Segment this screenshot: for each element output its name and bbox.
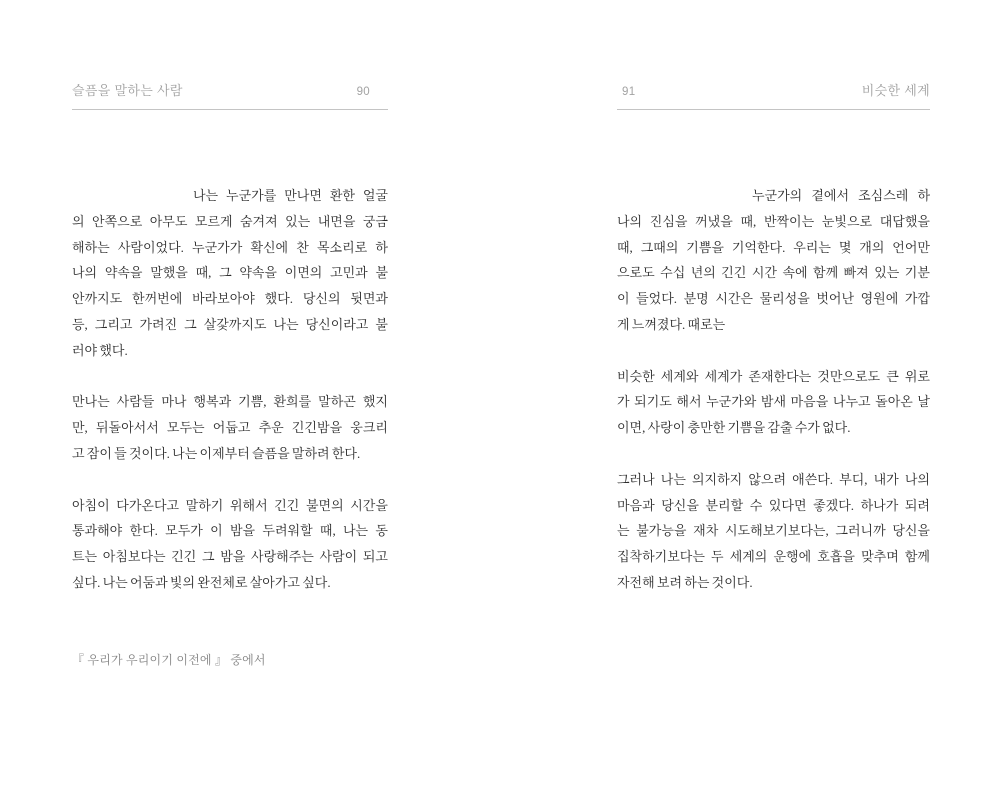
right-running-header xyxy=(617,80,930,99)
text-line: 만, 뒤돌아서서 모두는 어둡고 추운 긴긴밤을 웅크리 xyxy=(72,420,388,436)
text-line: 그러나 나는 의지하지 않으려 애쓴다. 부디, 내가 나의 xyxy=(617,471,930,487)
text-line: 으로도 수십 년의 긴긴 시간 속에 함께 빠져 있는 기분 xyxy=(617,265,930,281)
paragraph xyxy=(72,183,388,364)
paragraph xyxy=(72,389,388,466)
text-line: 싶다. 나는 어둠과 빛의 완전체로 살아가고 싶다. xyxy=(72,574,331,590)
text-line: 가 되기도 해서 누군가와 밤새 마음을 나누고 돌아온 날 xyxy=(617,394,930,410)
text-line: 나의 약속을 말했을 때, 그 약속을 이면의 고민과 불 xyxy=(72,265,388,281)
text-line: 이 들었다. 분명 시간은 물리성을 벗어난 영원에 가깝 xyxy=(617,291,930,307)
text-line: 러야 했다. xyxy=(72,342,128,358)
source-footnote: 『 우리가 우리이기 이전에 』 중에서 xyxy=(72,653,266,667)
text-line: 이면, 사랑이 충만한 기쁨을 감출 수가 없다. xyxy=(617,420,851,436)
text-line: 는 불가능을 재차 시도해보기보다는, 그러니까 당신을 xyxy=(617,523,930,539)
right-page xyxy=(617,0,930,785)
left-header-rule xyxy=(72,109,388,110)
right-header-rule xyxy=(617,109,930,110)
left-page xyxy=(72,0,388,785)
text-line: 게 느껴졌다. 때로는 xyxy=(617,316,726,332)
text-line: 나의 진심을 꺼냈을 때, 반짝이는 눈빛으로 대답했을 xyxy=(617,213,930,229)
text-line: 때, 그때의 기쁨을 기억한다. 우리는 몇 개의 언어만 xyxy=(617,239,930,255)
text-line: 안까지도 한꺼번에 바라보아야 했다. 당신의 뒷면과 xyxy=(72,291,388,307)
text-line: 마음과 당신을 분리할 수 있다면 좋겠다. 하나가 되려 xyxy=(617,497,930,513)
text-line: 나는 누군가를 만나면 환한 얼굴 xyxy=(193,188,388,203)
text-line: 고 잠이 들 것이다. 나는 이제부터 슬픔을 말하려 한다. xyxy=(72,445,361,461)
paragraph xyxy=(72,493,388,596)
right-page-number: 91 xyxy=(622,86,636,98)
text-line: 의 안쪽으로 아무도 모르게 숨겨져 있는 내면을 궁금 xyxy=(72,213,388,229)
paragraph xyxy=(617,183,930,338)
text-line: 자전해 보려 하는 것이다. xyxy=(617,574,753,590)
paragraph xyxy=(617,364,930,441)
right-page-body xyxy=(617,183,930,596)
left-page-number: 90 xyxy=(356,86,370,98)
text-line: 만나는 사람들 마나 행복과 기쁨, 환희를 말하곤 했지 xyxy=(72,394,388,410)
right-page-title: 비슷한 세계 xyxy=(861,83,930,98)
text-line: 누군가의 곁에서 조심스레 하 xyxy=(752,188,930,203)
text-line: 비슷한 세계와 세계가 존재한다는 것만으로도 큰 위로 xyxy=(617,368,930,384)
left-running-header xyxy=(72,80,388,99)
text-line: 등, 그리고 가려진 그 살갗까지도 나는 당신이라고 불 xyxy=(72,316,388,332)
text-line: 해하는 사람이었다. 누군가가 확신에 찬 목소리로 하 xyxy=(72,239,388,255)
text-line: 아침이 다가온다고 말하기 위해서 긴긴 불면의 시간을 xyxy=(72,497,388,513)
left-page-body xyxy=(72,183,388,596)
left-page-title: 슬픔을 말하는 사람 xyxy=(72,83,183,98)
text-line: 집착하기보다는 두 세계의 운행에 호흡을 맞추며 함께 xyxy=(617,549,930,565)
text-line: 통과해야 한다. 모두가 이 밤을 두려워할 때, 나는 동 xyxy=(72,523,388,539)
paragraph xyxy=(617,467,930,596)
text-line: 트는 아침보다는 긴긴 그 밤을 사랑해주는 사람이 되고 xyxy=(72,549,388,565)
